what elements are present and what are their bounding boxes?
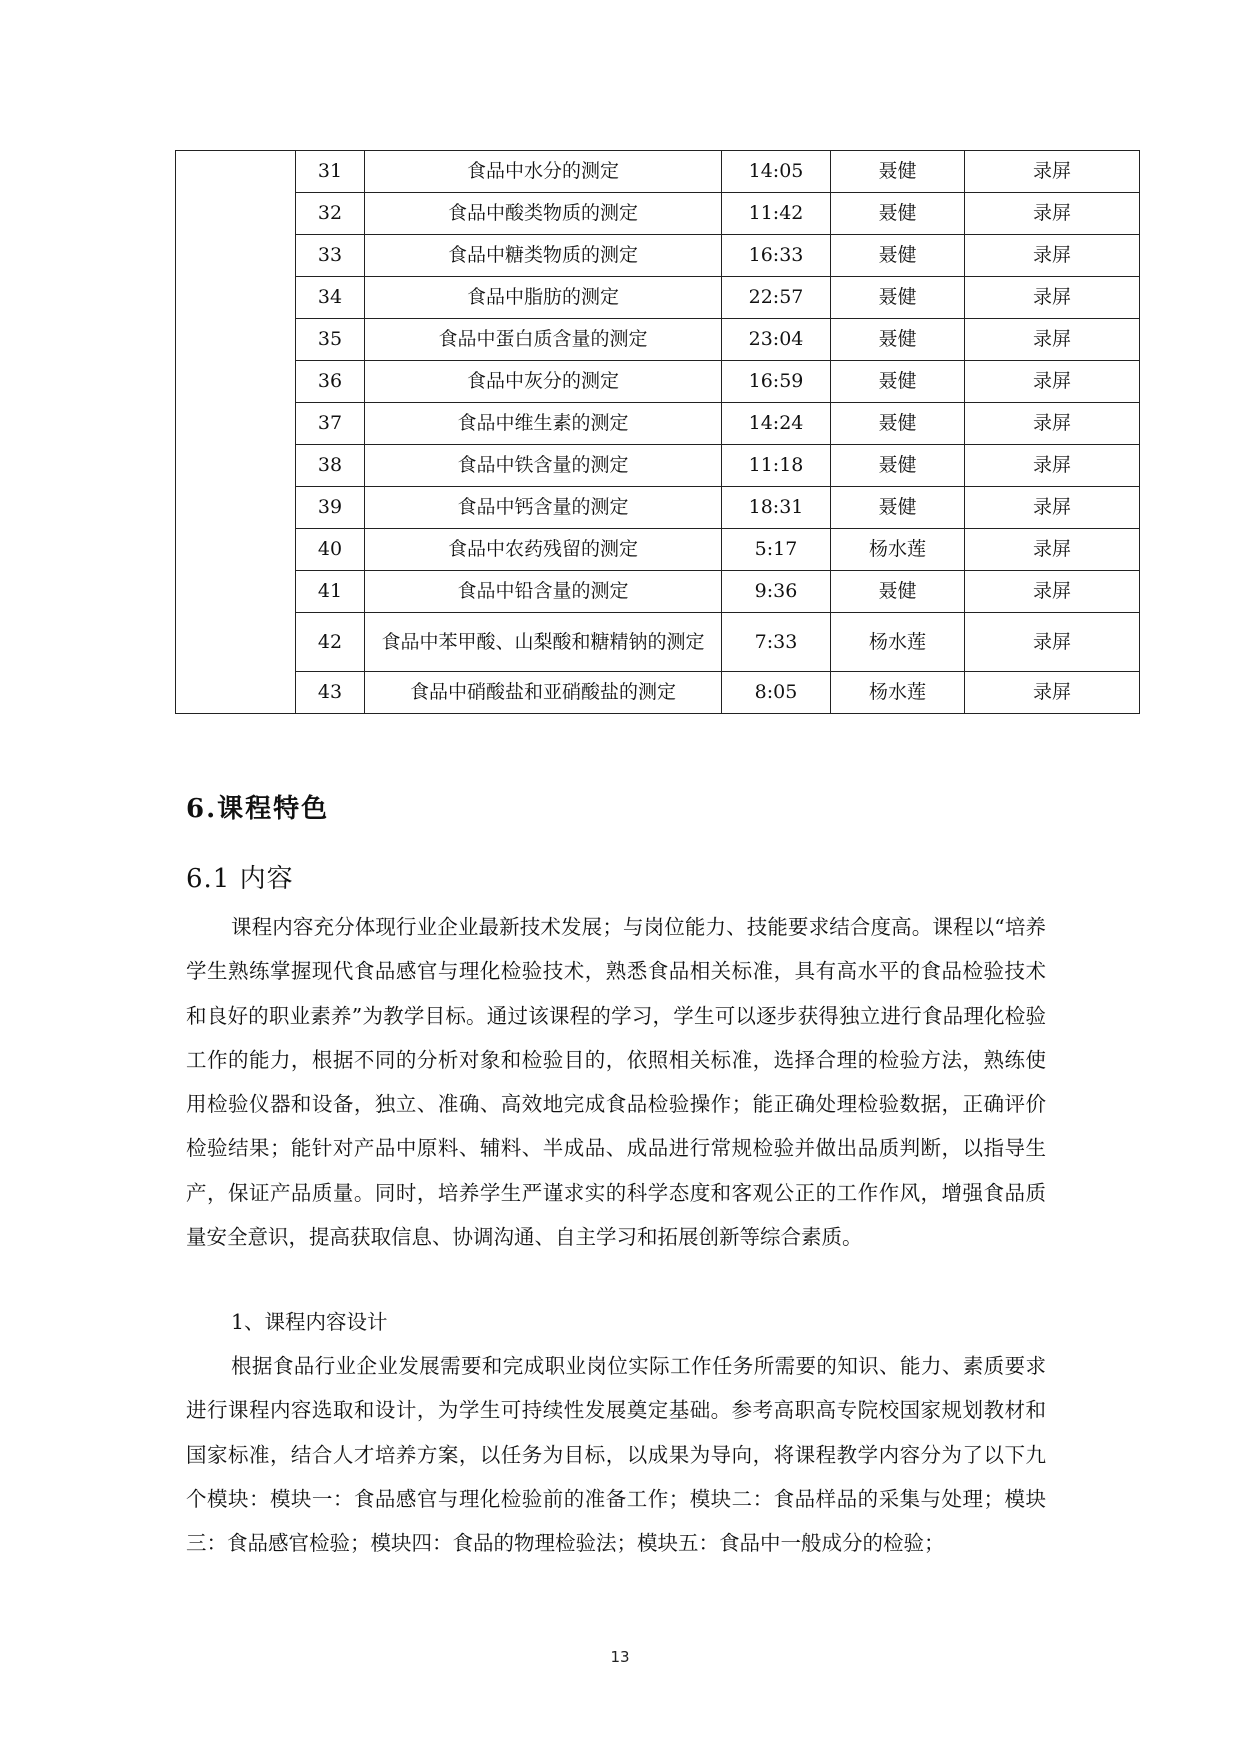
cell-teacher: 聂健 (831, 151, 965, 193)
cell-teacher: 聂健 (831, 277, 965, 319)
cell-type: 录屏 (965, 361, 1140, 403)
table-row (176, 403, 1140, 445)
cell-number: 43 (296, 672, 365, 714)
table-row (176, 235, 1140, 277)
page-number: 13 (610, 1648, 630, 1666)
list-item-course-design: 1、课程内容设计 (231, 1310, 388, 1334)
cell-number: 32 (296, 193, 365, 235)
paragraph-content-intro: 课程内容充分体现行业企业最新技术发展；与岗位能力、技能要求结合度高。课程以“培养学生熟练掌握现代食品感官与理化检验技术，熟悉食品相关标准，具有高水平的食品检验技术和良好的职业素养”为教学目标。通过该课程的学习，学生可以逐步获得独立进行食品理化检验工作的能力，根据不同的分析对象和检验目的，依照相关标准，选择合理的检验方法，熟练使用检验仪器和设备，独立、准确、高效地完成食品检验操作；能正确处理检验数据，正确评价检验结果；能针对产品中原料、辅料、半成品、成品进行常规检验并做出品质判断，以指导生产，保证产品质量。同时，培养学生严谨求实的科学态度和客观公正的工作作风，增强食品质量安全意识，提高获取信息、协调沟通、自主学习和拓展创新等综合素质。 (186, 915, 1046, 1250)
table-body (176, 151, 1140, 714)
cell-number: 38 (296, 445, 365, 487)
cell-teacher: 聂健 (831, 193, 965, 235)
cell-type: 录屏 (965, 613, 1140, 672)
cell-number: 42 (296, 613, 365, 672)
cell-number: 40 (296, 529, 365, 571)
cell-duration: 14:05 (722, 151, 831, 193)
cell-number: 41 (296, 571, 365, 613)
section-subheading: 6.1 内容 (186, 864, 294, 894)
cell-teacher: 聂健 (831, 487, 965, 529)
video-table-container (175, 150, 1139, 714)
table-row (176, 672, 1140, 714)
cell-number: 33 (296, 235, 365, 277)
table-row (176, 445, 1140, 487)
cell-title: 食品中酸类物质的测定 (365, 193, 722, 235)
cell-title: 食品中铅含量的测定 (365, 571, 722, 613)
cell-number: 39 (296, 487, 365, 529)
cell-title: 食品中硝酸盐和亚硝酸盐的测定 (365, 672, 722, 714)
cell-title: 食品中灰分的测定 (365, 361, 722, 403)
cell-duration: 9:36 (722, 571, 831, 613)
cell-type: 录屏 (965, 403, 1140, 445)
table-row (176, 613, 1140, 672)
cell-duration: 5:17 (722, 529, 831, 571)
cell-duration: 7:33 (722, 613, 831, 672)
cell-type: 录屏 (965, 235, 1140, 277)
cell-type: 录屏 (965, 445, 1140, 487)
table-row (176, 319, 1140, 361)
cell-teacher: 聂健 (831, 403, 965, 445)
table-row (176, 361, 1140, 403)
video-table (175, 150, 1140, 714)
cell-number: 37 (296, 403, 365, 445)
table-row (176, 277, 1140, 319)
cell-type: 录屏 (965, 277, 1140, 319)
cell-duration: 11:18 (722, 445, 831, 487)
cell-teacher: 杨水莲 (831, 613, 965, 672)
cell-type: 录屏 (965, 151, 1140, 193)
cell-title: 食品中农药残留的测定 (365, 529, 722, 571)
cell-teacher: 聂健 (831, 571, 965, 613)
cell-duration: 23:04 (722, 319, 831, 361)
cell-teacher: 杨水莲 (831, 529, 965, 571)
cell-type: 录屏 (965, 672, 1140, 714)
cell-number: 35 (296, 319, 365, 361)
cell-teacher: 聂健 (831, 445, 965, 487)
cell-teacher: 聂健 (831, 319, 965, 361)
cell-teacher: 聂健 (831, 235, 965, 277)
cell-number: 34 (296, 277, 365, 319)
cell-title: 食品中糖类物质的测定 (365, 235, 722, 277)
cell-teacher: 杨水莲 (831, 672, 965, 714)
cell-number: 31 (296, 151, 365, 193)
cell-title: 食品中脂肪的测定 (365, 277, 722, 319)
cell-teacher: 聂健 (831, 361, 965, 403)
section-heading: 6.课程特色 (186, 794, 330, 824)
cell-duration: 14:24 (722, 403, 831, 445)
cell-title: 食品中苯甲酸、山梨酸和糖精钠的测定 (365, 613, 722, 672)
cell-duration: 18:31 (722, 487, 831, 529)
cell-title: 食品中钙含量的测定 (365, 487, 722, 529)
cell-title: 食品中水分的测定 (365, 151, 722, 193)
cell-duration: 11:42 (722, 193, 831, 235)
cell-type: 录屏 (965, 193, 1140, 235)
table-row (176, 487, 1140, 529)
cell-type: 录屏 (965, 571, 1140, 613)
cell-type: 录屏 (965, 529, 1140, 571)
cell-type: 录屏 (965, 487, 1140, 529)
cell-type: 录屏 (965, 319, 1140, 361)
merged-category-cell (176, 151, 296, 714)
table-row (176, 571, 1140, 613)
table-row (176, 529, 1140, 571)
paragraph-course-design: 根据食品行业企业发展需要和完成职业岗位实际工作任务所需要的知识、能力、素质要求进行课程内容选取和设计，为学生可持续性发展奠定基础。参考高职高专院校国家规划教材和国家标准，结合人才培养方案，以任务为目标，以成果为导向，将课程教学内容分为了以下九个模块：模块一：食品感官与理化检验前的准备工作；模块二：食品样品的采集与处理；模块三：食品感官检验；模块四：食品的物理检验法；模块五：食品中一般成分的检验； (186, 1354, 1046, 1556)
cell-duration: 16:59 (722, 361, 831, 403)
table-row (176, 193, 1140, 235)
cell-duration: 22:57 (722, 277, 831, 319)
table-row (176, 151, 1140, 193)
cell-title: 食品中蛋白质含量的测定 (365, 319, 722, 361)
cell-title: 食品中铁含量的测定 (365, 445, 722, 487)
cell-duration: 8:05 (722, 672, 831, 714)
cell-number: 36 (296, 361, 365, 403)
cell-title: 食品中维生素的测定 (365, 403, 722, 445)
cell-duration: 16:33 (722, 235, 831, 277)
